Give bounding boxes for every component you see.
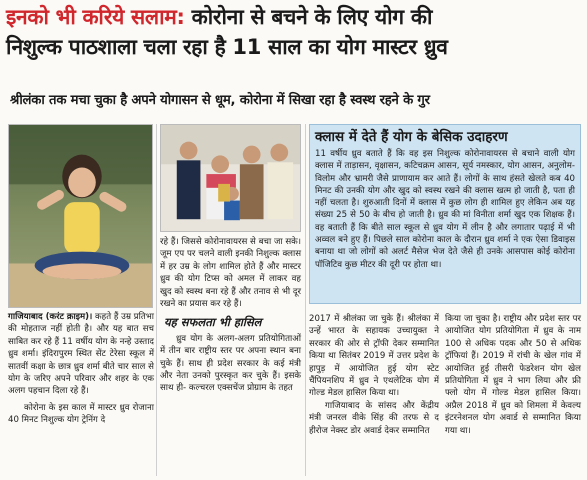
headline-red-part: इनको भी करिये सलाम: [6,5,185,29]
article-column-2 [160,236,301,395]
highlight-box-text: 11 वर्षीय ध्रुव बताते हैं कि वह इस निशुल्क कोरोनावायरस से बचाने वाली योग क्लास में ताड़ासन, वृक्षासन, कटिचक्रम आसन, सूर्य नमस्कार, योग आसन, अनुलोम-विलोम और भ्रामरी जैसे प्राणायाम कर आते हैं। लोगों के साथ हंसते खेलते कब 40 मिनट की उनकी योग और खुद को स्वस्थ रखने की क्लास खत्म हो जाती है, पता ही नहीं चलता है। शुरुआती दिनों में क्लास में कुछ लोग ही शामिल हुए लेकिन अब यह संख्या 25 से 50 के बीच हो जाती है। ध्रुव की मां विनीता शर्मा खुद एक शिक्षक हैं। वह बताती हैं कि बीते साल स्कूल से ध्रुव योग में लीन है और लगातार पढ़ाई में भी अव्वल बने हुए हैं। पिछले साल कोरोना काल के दौरान ध्रुव शर्मा ने एक ऐसा डिवाइस बनाया था जो लोगों को अलर्ट मैसेज भेज देते जैसे ही उनके आसपास कोई कोरोना पॉजिटिव कुछ मीटर की दूरी पर होता था। [315,149,575,270]
column-1-paragraph-1-text: कहते हैं उम्र प्रतिभा की मोहताज नहीं होती है। और यह बात सच साबित कर रहे हैं 11 वर्षीय योग के नन्हे उस्ताद ध्रुव शर्मा। इंदिरापुरम स्थित सेंट टेरेसा स्कूल में सातवीं कक्षा के छात्र ध्रुव शर्मा बीते चार साल से योग के जरिए अपने परिवार और शहर के एक अलग पहचान दिला रहे हैं। [8,312,154,397]
column-1-paragraph-1 [8,311,154,398]
headline [6,4,581,60]
column-5-paragraph-1: किया जा चुका है। राष्ट्रीय और प्रदेश स्तर पर आयोजित योग प्रतियोगिता में ध्रुव के नाम 100 से अधिक पदक और 50 से अधिक ट्रॉफियां हैं। 2019 में रांची के खेल गांव में आयोजित हुई तीसरी फेडरेशन योग खेल प्रतियोगिता में ध्रुव ने भाग लिया और फ्री फ्लो योग में गोल्ड मेडल हासिल किया। अप्रैल 2018 में ध्रुव को शिमला में केवल्य इंटरनेशनल योग अवार्ड से सम्मानित किया गया था। [445,314,581,436]
highlight-box-title: क्लास में देते हैं योग के बेसिक उदाहरण [315,129,508,145]
column-divider-1 [156,124,157,476]
column-divider-2 [305,124,306,476]
column-4-paragraph-2: गाजियाबाद के सांसद और केंद्रीय मंत्री जनरल वीके सिंह की तरफ से द हीरोज नेक्स्ट डोर अवार्ड देकर सम्मानित [309,400,439,436]
photo-award-ceremony [160,124,301,232]
column-1-paragraph-2: कोरोना के इस काल में मास्टर ध्रुव रोजाना 40 मिनट निशुल्क योग ट्रेनिंग दे [8,402,154,426]
subheadline: श्रीलंका तक मचा चुका है अपने योगासन से धूम, कोरोना में सिखा रहा है स्वस्थ रहने के गुर [10,93,430,108]
column-4-paragraph-1: 2017 में श्रीलंका जा चुके हैं। श्रीलंका में उन्हें भारत के सहायक उच्चायुक्त ने सरकार की ओर से ट्रॉफी देकर सम्मानित किया था सितंबर 2019 में उत्तर प्रदेश के हापुड़ में आयोजित हुई योग स्टेट चैंपियनशिप में ध्रुव ने एथलेटिक योग में गोल्ड मेडल हासिल किया था। [309,314,439,399]
article-column-4 [309,313,439,437]
photo-child-yoga [8,124,153,308]
dateline: गाजियाबाद (करंट क्राइम)। [8,312,93,322]
article-column-5 [445,313,581,437]
headline-line-2: निशुल्क पाठशाला चला रहा है 11 साल का योग मास्टर ध्रुव [6,35,448,59]
headline-line-1 [6,4,581,30]
section-subheading: यह सफलता भी हासिल [164,315,262,330]
highlight-box [309,124,581,304]
column-2-paragraph-1: रहे हैं। जिससे कोरोनावायरस से बचा जा सके। जूम एप पर चलने वाली इनकी निशुल्क क्लास में हर उम्र के लोग शामिल होते हैं और मास्टर ध्रुव की योग टिप्स को अमल में लाकर वह खुद को स्वस्थ बना रहे हैं और तनाव से भी दूर रखने का प्रयास कर रहे हैं। [160,237,301,310]
article-column-1 [8,311,154,427]
headline-black-part: कोरोना से बचने के लिए योग की [184,5,433,29]
column-2-paragraph-2: ध्रुव योग के अलग-अलग प्रतियोगिताओं में तीन बार राष्ट्रीय स्तर पर अपना स्थान बना चुके हैं। साथ ही प्रदेश सरकार के कई मंत्री और नेता उनको पुरस्कृत कर चुके हैं। इसके साथ ही- कल्चरल एक्सचेंज प्रोग्राम के तहत [160,333,301,394]
